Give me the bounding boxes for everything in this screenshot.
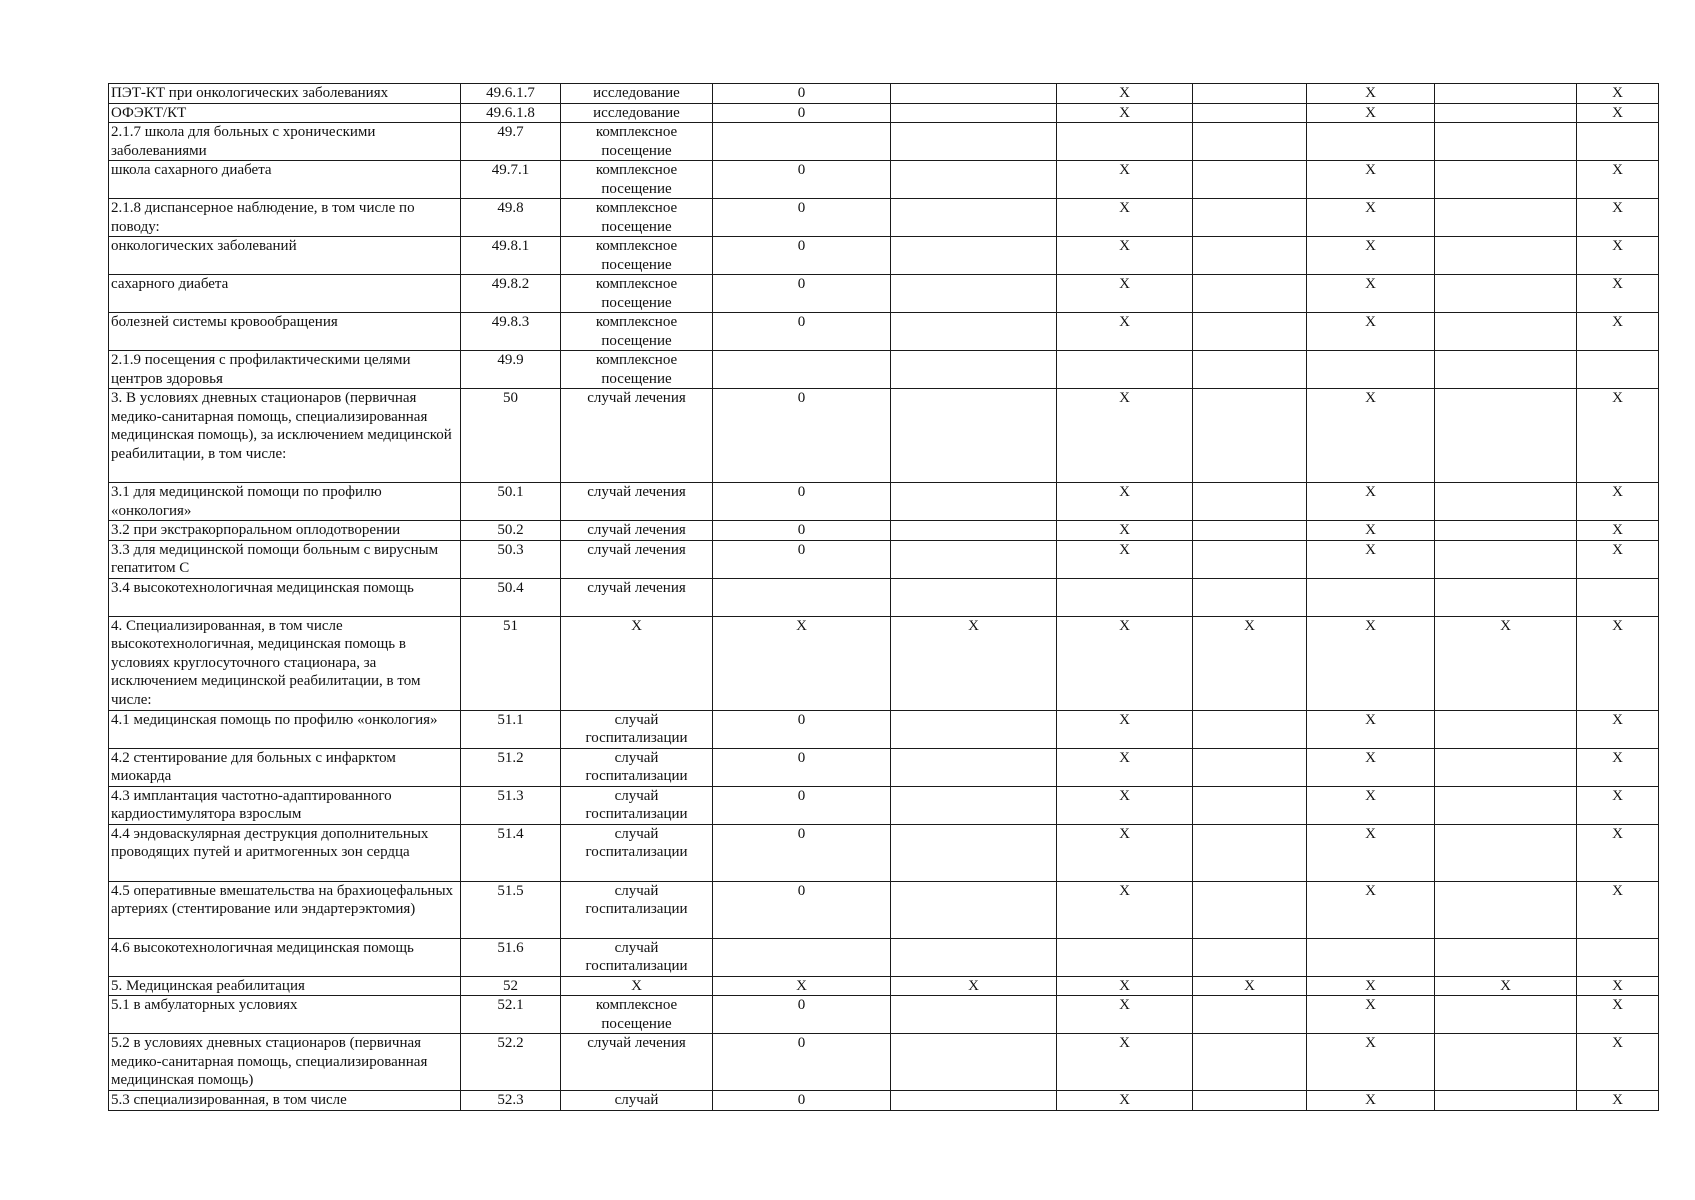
table-row (109, 540, 1659, 578)
cell-c7 (1577, 578, 1659, 616)
cell-c1: 0 (713, 1091, 891, 1111)
cell-unit: случай госпитализации (561, 710, 713, 748)
cell-code: 50.4 (461, 578, 561, 616)
cell-c1: 0 (713, 84, 891, 104)
cell-c7: X (1577, 786, 1659, 824)
cell-unit: случай госпитализации (561, 748, 713, 786)
cell-c3: X (1057, 483, 1193, 521)
table-row (109, 748, 1659, 786)
table-row (109, 389, 1659, 483)
cell-c6 (1435, 881, 1577, 938)
cell-c3: X (1057, 1034, 1193, 1091)
cell-c7: X (1577, 389, 1659, 483)
cell-name: 2.1.7 школа для больных с хроническими заболеваниями (109, 123, 461, 161)
cell-c4 (1193, 389, 1307, 483)
cell-c5: X (1307, 976, 1435, 996)
cell-c5 (1307, 578, 1435, 616)
cell-unit: комплексное посещение (561, 123, 713, 161)
cell-c4 (1193, 521, 1307, 541)
cell-c6 (1435, 540, 1577, 578)
cell-c1: 0 (713, 540, 891, 578)
cell-code: 51.1 (461, 710, 561, 748)
cell-c6 (1435, 161, 1577, 199)
cell-c7 (1577, 351, 1659, 389)
cell-c7: X (1577, 1091, 1659, 1111)
cell-c6 (1435, 199, 1577, 237)
cell-c4 (1193, 540, 1307, 578)
cell-c5: X (1307, 199, 1435, 237)
table-row (109, 313, 1659, 351)
cell-c1: 0 (713, 881, 891, 938)
cell-c4 (1193, 881, 1307, 938)
cell-c4 (1193, 938, 1307, 976)
cell-name: 2.1.9 посещения с профилактическими целями центров здоровья (109, 351, 461, 389)
cell-c5 (1307, 351, 1435, 389)
cell-c4 (1193, 1034, 1307, 1091)
cell-c5: X (1307, 710, 1435, 748)
cell-code: 51.4 (461, 824, 561, 881)
cell-c1: 0 (713, 161, 891, 199)
table-row (109, 521, 1659, 541)
cell-c3 (1057, 351, 1193, 389)
cell-code: 51.6 (461, 938, 561, 976)
cell-c6 (1435, 578, 1577, 616)
cell-c3 (1057, 578, 1193, 616)
table-row (109, 103, 1659, 123)
cell-code: 50.2 (461, 521, 561, 541)
cell-c6 (1435, 996, 1577, 1034)
cell-code: 49.9 (461, 351, 561, 389)
cell-c4 (1193, 161, 1307, 199)
cell-c1 (713, 123, 891, 161)
cell-c1: 0 (713, 1034, 891, 1091)
cell-c1: 0 (713, 710, 891, 748)
cell-c4 (1193, 84, 1307, 104)
cell-unit: комплексное посещение (561, 199, 713, 237)
table-row (109, 824, 1659, 881)
cell-code: 50.1 (461, 483, 561, 521)
cell-c5: X (1307, 824, 1435, 881)
cell-c3: X (1057, 103, 1193, 123)
cell-name: сахарного диабета (109, 275, 461, 313)
cell-c4 (1193, 1091, 1307, 1111)
cell-code: 50 (461, 389, 561, 483)
cell-c1: 0 (713, 824, 891, 881)
cell-c2 (891, 123, 1057, 161)
cell-c6 (1435, 483, 1577, 521)
cell-c2 (891, 881, 1057, 938)
cell-c5 (1307, 123, 1435, 161)
cell-c6 (1435, 1034, 1577, 1091)
cell-c1: 0 (713, 483, 891, 521)
cell-code: 51.2 (461, 748, 561, 786)
cell-c6 (1435, 938, 1577, 976)
cell-unit: случай лечения (561, 578, 713, 616)
table-row (109, 996, 1659, 1034)
cell-c7: X (1577, 275, 1659, 313)
cell-c7: X (1577, 824, 1659, 881)
cell-name: болезней системы кровообращения (109, 313, 461, 351)
cell-c3: X (1057, 540, 1193, 578)
cell-name: 2.1.8 диспансерное наблюдение, в том числе по поводу: (109, 199, 461, 237)
cell-c5: X (1307, 616, 1435, 710)
cell-unit: X (561, 616, 713, 710)
cell-c1: 0 (713, 237, 891, 275)
cell-c5: X (1307, 237, 1435, 275)
cell-c6 (1435, 710, 1577, 748)
cell-c3: X (1057, 1091, 1193, 1111)
table-row (109, 938, 1659, 976)
cell-c5: X (1307, 521, 1435, 541)
cell-c4 (1193, 824, 1307, 881)
cell-c7: X (1577, 237, 1659, 275)
cell-c7 (1577, 938, 1659, 976)
cell-c6 (1435, 237, 1577, 275)
cell-c4: X (1193, 976, 1307, 996)
cell-unit: случай госпитализации (561, 786, 713, 824)
cell-code: 49.6.1.7 (461, 84, 561, 104)
cell-c1: 0 (713, 275, 891, 313)
cell-c3: X (1057, 881, 1193, 938)
cell-c1: 0 (713, 996, 891, 1034)
cell-c7: X (1577, 996, 1659, 1034)
cell-c3: X (1057, 786, 1193, 824)
cell-c2 (891, 748, 1057, 786)
cell-code: 51 (461, 616, 561, 710)
cell-name: 3.1 для медицинской помощи по профилю «онкология» (109, 483, 461, 521)
cell-c2 (891, 578, 1057, 616)
cell-c7: X (1577, 199, 1659, 237)
cell-c7: X (1577, 1034, 1659, 1091)
table-row (109, 123, 1659, 161)
cell-c6: X (1435, 976, 1577, 996)
cell-c4 (1193, 123, 1307, 161)
cell-c7: X (1577, 161, 1659, 199)
cell-c2 (891, 103, 1057, 123)
cell-unit: случай госпитализации (561, 824, 713, 881)
cell-c3: X (1057, 996, 1193, 1034)
cell-c6 (1435, 1091, 1577, 1111)
cell-c2 (891, 275, 1057, 313)
cell-c4 (1193, 483, 1307, 521)
cell-c6 (1435, 123, 1577, 161)
cell-c2 (891, 540, 1057, 578)
cell-unit: исследование (561, 84, 713, 104)
table-row (109, 786, 1659, 824)
cell-name: 3.4 высокотехнологичная медицинская помощь (109, 578, 461, 616)
cell-unit: X (561, 976, 713, 996)
table-row (109, 199, 1659, 237)
cell-c2 (891, 1034, 1057, 1091)
cell-c2 (891, 313, 1057, 351)
cell-name: 5.1 в амбулаторных условиях (109, 996, 461, 1034)
cell-c4: X (1193, 616, 1307, 710)
cell-unit: случай (561, 1091, 713, 1111)
table-row (109, 237, 1659, 275)
cell-unit: комплексное посещение (561, 351, 713, 389)
cell-c7: X (1577, 976, 1659, 996)
cell-c2 (891, 199, 1057, 237)
cell-c1: 0 (713, 313, 891, 351)
cell-c3 (1057, 938, 1193, 976)
cell-c2 (891, 389, 1057, 483)
cell-c2 (891, 710, 1057, 748)
cell-c2 (891, 824, 1057, 881)
cell-c2 (891, 351, 1057, 389)
table-row (109, 710, 1659, 748)
cell-unit: случай госпитализации (561, 881, 713, 938)
cell-name: ОФЭКТ/КТ (109, 103, 461, 123)
cell-c1 (713, 578, 891, 616)
cell-unit: случай лечения (561, 483, 713, 521)
cell-c6 (1435, 824, 1577, 881)
cell-name: 4.3 имплантация частотно-адаптированного кардиостимулятора взрослым (109, 786, 461, 824)
cell-c7: X (1577, 103, 1659, 123)
cell-c7: X (1577, 84, 1659, 104)
cell-code: 50.3 (461, 540, 561, 578)
cell-name: 3. В условиях дневных стационаров (первичная медико-санитарная помощь, специализированная медицинская помощь), за исключением медицинской реабилитации, в том числе: (109, 389, 461, 483)
cell-c3: X (1057, 824, 1193, 881)
cell-c2: X (891, 616, 1057, 710)
cell-c5: X (1307, 313, 1435, 351)
cell-c6 (1435, 313, 1577, 351)
cell-c2 (891, 521, 1057, 541)
cell-c3: X (1057, 84, 1193, 104)
cell-c1: 0 (713, 103, 891, 123)
table-row (109, 1091, 1659, 1111)
cell-c6 (1435, 521, 1577, 541)
cell-c3: X (1057, 313, 1193, 351)
cell-c4 (1193, 313, 1307, 351)
table-row (109, 351, 1659, 389)
cell-c5: X (1307, 996, 1435, 1034)
cell-c5: X (1307, 1091, 1435, 1111)
cell-name: 4.4 эндоваскулярная деструкция дополнительных проводящих путей и аритмогенных зон сердца (109, 824, 461, 881)
cell-c7: X (1577, 540, 1659, 578)
cell-c4 (1193, 996, 1307, 1034)
cell-unit: случай госпитализации (561, 938, 713, 976)
cell-c5: X (1307, 161, 1435, 199)
cell-name: 5.2 в условиях дневных стационаров (первичная медико-санитарная помощь, специализированная медицинская помощь) (109, 1034, 461, 1091)
cell-c2 (891, 938, 1057, 976)
cell-c6 (1435, 351, 1577, 389)
cell-c1 (713, 351, 891, 389)
cell-c2 (891, 1091, 1057, 1111)
cell-c5: X (1307, 84, 1435, 104)
cell-c3: X (1057, 521, 1193, 541)
cell-unit: комплексное посещение (561, 996, 713, 1034)
table-row (109, 483, 1659, 521)
cell-c2 (891, 483, 1057, 521)
cell-c1: 0 (713, 199, 891, 237)
cell-c5: X (1307, 275, 1435, 313)
cell-unit: комплексное посещение (561, 237, 713, 275)
cell-code: 49.8.3 (461, 313, 561, 351)
cell-c3: X (1057, 616, 1193, 710)
cell-unit: случай лечения (561, 540, 713, 578)
table-row (109, 84, 1659, 104)
cell-name: ПЭТ-КТ при онкологических заболеваниях (109, 84, 461, 104)
cell-code: 49.8 (461, 199, 561, 237)
cell-c5: X (1307, 103, 1435, 123)
cell-c5: X (1307, 881, 1435, 938)
cell-name: 5.3 специализированная, в том числе (109, 1091, 461, 1111)
cell-code: 51.3 (461, 786, 561, 824)
table-body (109, 84, 1659, 1111)
cell-code: 49.8.2 (461, 275, 561, 313)
cell-name: 4.5 оперативные вмешательства на брахиоцефальных артериях (стентирование или эндартерэктомия) (109, 881, 461, 938)
cell-unit: исследование (561, 103, 713, 123)
cell-c4 (1193, 199, 1307, 237)
cell-unit: комплексное посещение (561, 313, 713, 351)
cell-code: 49.8.1 (461, 237, 561, 275)
cell-c7: X (1577, 748, 1659, 786)
cell-c1: X (713, 976, 891, 996)
cell-code: 52.3 (461, 1091, 561, 1111)
cell-c1: X (713, 616, 891, 710)
cell-c1: 0 (713, 786, 891, 824)
cell-c7: X (1577, 881, 1659, 938)
data-table (108, 83, 1659, 1111)
cell-c6 (1435, 786, 1577, 824)
cell-code: 49.7 (461, 123, 561, 161)
cell-c4 (1193, 748, 1307, 786)
cell-c5: X (1307, 786, 1435, 824)
cell-c1: 0 (713, 389, 891, 483)
cell-unit: случай лечения (561, 1034, 713, 1091)
table-row (109, 1034, 1659, 1091)
cell-c3 (1057, 123, 1193, 161)
cell-c6 (1435, 275, 1577, 313)
cell-c2: X (891, 976, 1057, 996)
cell-name: 5. Медицинская реабилитация (109, 976, 461, 996)
table-row (109, 881, 1659, 938)
cell-name: 3.2 при экстракорпоральном оплодотворении (109, 521, 461, 541)
cell-c6 (1435, 748, 1577, 786)
cell-unit: комплексное посещение (561, 161, 713, 199)
cell-name: 4.6 высокотехнологичная медицинская помощь (109, 938, 461, 976)
cell-c2 (891, 786, 1057, 824)
cell-c3: X (1057, 275, 1193, 313)
cell-c4 (1193, 275, 1307, 313)
cell-c5: X (1307, 540, 1435, 578)
cell-c4 (1193, 103, 1307, 123)
cell-c6 (1435, 84, 1577, 104)
cell-name: 4.2 стентирование для больных с инфарктом миокарда (109, 748, 461, 786)
cell-c6: X (1435, 616, 1577, 710)
cell-code: 52.2 (461, 1034, 561, 1091)
cell-c2 (891, 161, 1057, 199)
cell-c3: X (1057, 710, 1193, 748)
cell-c5: X (1307, 483, 1435, 521)
cell-c7: X (1577, 313, 1659, 351)
table-row (109, 976, 1659, 996)
cell-c6 (1435, 103, 1577, 123)
cell-c7: X (1577, 616, 1659, 710)
cell-c1: 0 (713, 521, 891, 541)
cell-c4 (1193, 351, 1307, 389)
cell-c3: X (1057, 161, 1193, 199)
cell-c5 (1307, 938, 1435, 976)
table-row (109, 616, 1659, 710)
cell-name: школа сахарного диабета (109, 161, 461, 199)
cell-c7 (1577, 123, 1659, 161)
cell-code: 52 (461, 976, 561, 996)
cell-unit: комплексное посещение (561, 275, 713, 313)
cell-c5: X (1307, 389, 1435, 483)
cell-name: онкологических заболеваний (109, 237, 461, 275)
cell-name: 3.3 для медицинской помощи больным с вирусным гепатитом С (109, 540, 461, 578)
table-row (109, 275, 1659, 313)
table-row (109, 161, 1659, 199)
cell-c7: X (1577, 521, 1659, 541)
cell-c5: X (1307, 1034, 1435, 1091)
cell-c1 (713, 938, 891, 976)
cell-code: 51.5 (461, 881, 561, 938)
cell-c7: X (1577, 483, 1659, 521)
cell-c3: X (1057, 199, 1193, 237)
cell-name: 4. Специализированная, в том числе высокотехнологичная, медицинская помощь в условиях круглосуточного стационара, за исключением медицинской реабилитации, в том числе: (109, 616, 461, 710)
cell-code: 49.7.1 (461, 161, 561, 199)
cell-c3: X (1057, 976, 1193, 996)
cell-c5: X (1307, 748, 1435, 786)
cell-c7: X (1577, 710, 1659, 748)
cell-c3: X (1057, 748, 1193, 786)
cell-code: 49.6.1.8 (461, 103, 561, 123)
cell-c6 (1435, 389, 1577, 483)
cell-unit: случай лечения (561, 389, 713, 483)
cell-code: 52.1 (461, 996, 561, 1034)
cell-c4 (1193, 237, 1307, 275)
cell-c3: X (1057, 237, 1193, 275)
cell-unit: случай лечения (561, 521, 713, 541)
table-row (109, 578, 1659, 616)
cell-name: 4.1 медицинская помощь по профилю «онкология» (109, 710, 461, 748)
cell-c2 (891, 996, 1057, 1034)
cell-c2 (891, 84, 1057, 104)
cell-c3: X (1057, 389, 1193, 483)
cell-c4 (1193, 786, 1307, 824)
cell-c2 (891, 237, 1057, 275)
cell-c1: 0 (713, 748, 891, 786)
cell-c4 (1193, 710, 1307, 748)
cell-c4 (1193, 578, 1307, 616)
